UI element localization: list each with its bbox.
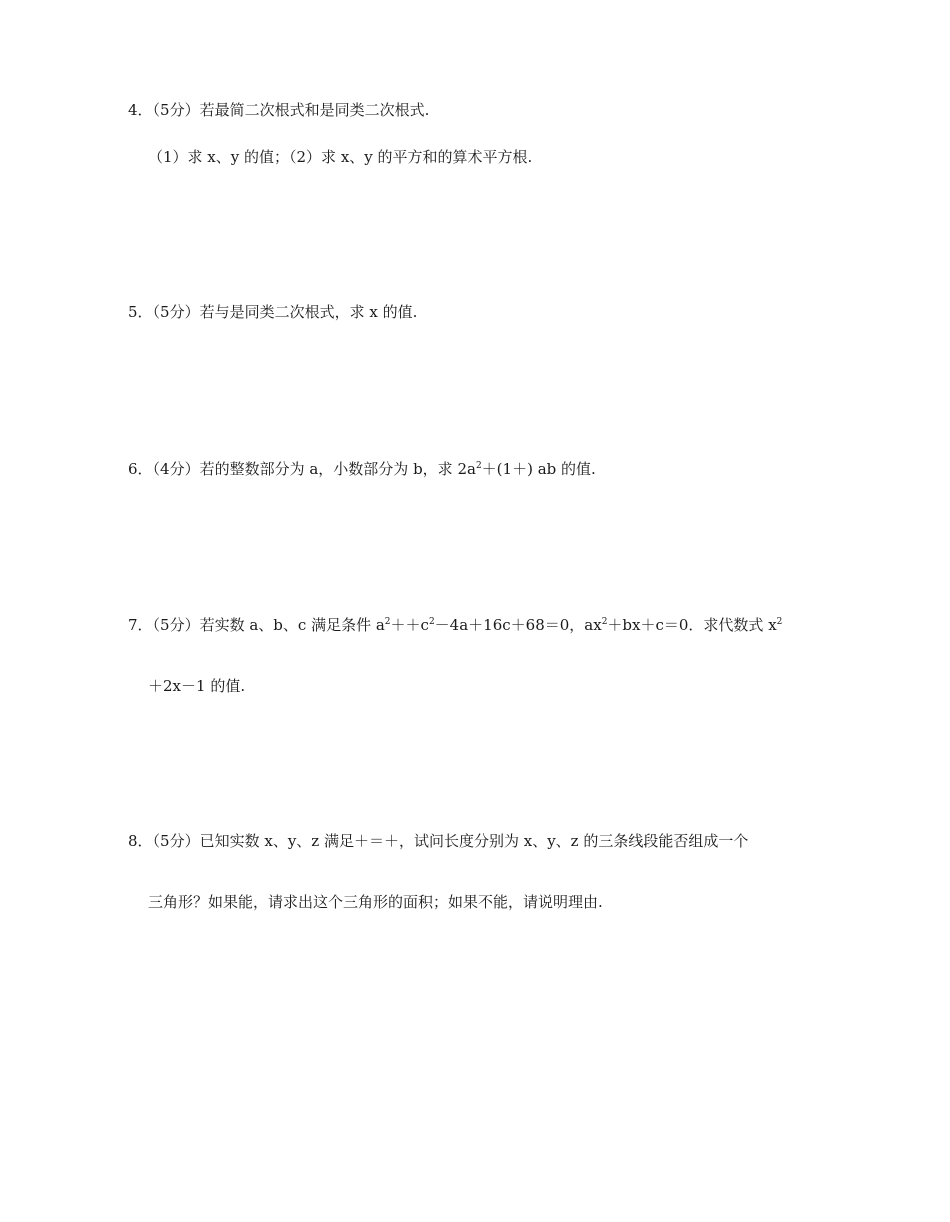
question-text: 若最简二次根式和是同类二次根式. xyxy=(199,101,430,119)
question-text: ＋2x－1 的值. xyxy=(148,677,246,695)
question-number: 5． xyxy=(128,303,153,321)
question-6 xyxy=(128,459,596,479)
question-number: 7． xyxy=(128,616,153,634)
question-5 xyxy=(128,302,417,322)
question-8 xyxy=(128,831,748,851)
question-subparts: （1）求 x、y 的值；（2）求 x、y 的平方和的算术平方根. xyxy=(148,148,533,166)
question-text: 若的整数部分为 a，小数部分为 b，求 2a xyxy=(199,460,476,478)
question-text: ＋bx＋c＝0．求代数式 x xyxy=(607,616,777,634)
superscript: 2 xyxy=(776,617,783,627)
question-text: 三角形？如果能，请求出这个三角形的面积；如果不能，请说明理由. xyxy=(148,893,603,911)
question-score: （4分） xyxy=(152,460,200,478)
question-score: （5分） xyxy=(152,832,200,850)
question-text: ＋＋c xyxy=(390,616,429,634)
question-score: （5分） xyxy=(152,101,200,119)
superscript: 2 xyxy=(475,461,482,471)
question-7 xyxy=(128,615,782,635)
question-8-line-2 xyxy=(148,892,603,912)
superscript: 2 xyxy=(428,617,435,627)
question-4-subparts xyxy=(148,147,532,167)
superscript: 2 xyxy=(601,617,608,627)
question-number: 4． xyxy=(128,101,153,119)
question-text: －4a＋16c＋68＝0，ax xyxy=(434,616,602,634)
question-7-line-2 xyxy=(148,676,245,696)
question-text: 若实数 a、b、c 满足条件 a xyxy=(199,616,385,634)
question-text: 若与是同类二次根式，求 x 的值. xyxy=(199,303,418,321)
question-text: ＋(1＋) ab 的值. xyxy=(481,460,596,478)
superscript: 2 xyxy=(384,617,391,627)
question-number: 8． xyxy=(128,832,153,850)
question-score: （5分） xyxy=(152,616,200,634)
question-number: 6． xyxy=(128,460,153,478)
question-text: 已知实数 x、y、z 满足＋＝＋，试问长度分别为 x、y、z 的三条线段能否组成一个 xyxy=(199,832,749,850)
question-4 xyxy=(128,100,429,120)
question-score: （5分） xyxy=(152,303,200,321)
